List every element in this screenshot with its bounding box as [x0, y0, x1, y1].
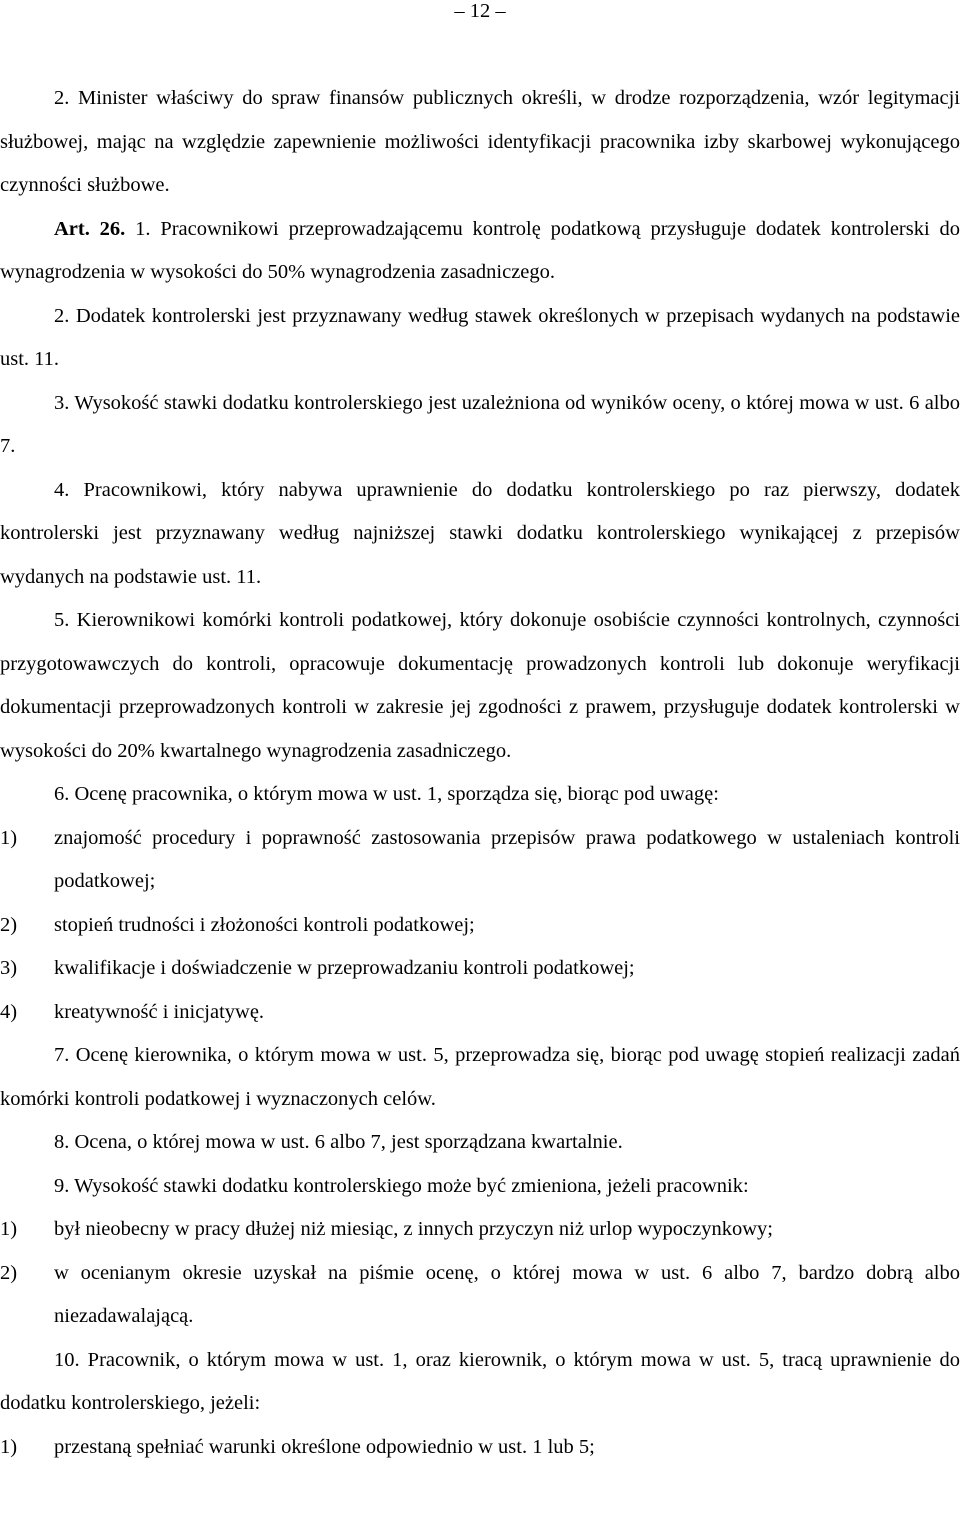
list-item — [0, 1208, 960, 1252]
list-item — [0, 991, 960, 1035]
list-item-text: kreatywność i inicjatywę. — [54, 1000, 265, 1023]
article-26-paragraph-1 — [0, 208, 960, 295]
list-item-text: przestaną spełniać warunki określone odpowiednio w ust. 1 lub 5; — [54, 1435, 595, 1458]
list-item-number: 2) — [0, 913, 18, 936]
list-item — [0, 1426, 960, 1470]
paragraph-ust-8: 8. Ocena, o której mowa w ust. 6 albo 7, jest sporządzana kwartalnie. — [54, 1131, 623, 1153]
article-label: Art. 26. — [54, 217, 126, 240]
list-item-number: 2) — [0, 1261, 18, 1284]
list-item — [0, 947, 960, 991]
document-body — [0, 77, 960, 1469]
paragraph-ust-10: 10. Pracownik, o którym mowa w ust. 1, oraz kierownik, o którym mowa w ust. 5, tracą uprawnienie do dodatku kontrolerskiego, jeżeli: — [0, 1348, 960, 1414]
list-item — [0, 817, 960, 904]
paragraph-ust-5: 5. Kierownikowi komórki kontroli podatkowej, który dokonuje osobiście czynności kontrolnych, czynności przygotowawczych do kontroli, opracowuje dokumentację prowadzonych kontroli lub dokonuje weryfikacji dokumentacji przeprowadzonych kontroli w zakresie jej zgodności z prawem, przysługuje dodatek kontrolerski w wysokości do 20% kwartalnego wynagrodzenia zasadniczego. — [0, 609, 960, 762]
list-item-number: 1) — [0, 1435, 18, 1458]
list-item-text: był nieobecny w pracy dłużej niż miesiąc, z innych przyczyn niż urlop wypoczynkowy; — [54, 1218, 773, 1240]
list-ust-10 — [0, 1426, 960, 1470]
paragraph-ust-3: 3. Wysokość stawki dodatku kontrolerskiego jest uzależniona od wyników oceny, o której mowa w ust. 6 albo 7. — [0, 391, 960, 457]
paragraph-ust-2-minister: 2. Minister właściwy do spraw finansów publicznych określi, w drodze rozporządzenia, wzór legitymacji służbowej, mając na względzie zapewnienie możliwości identyfikacji pracownika izby skarbowej wykonującego czynności służbowe. — [0, 87, 960, 196]
list-item-text: znajomość procedury i poprawność zastosowania przepisów prawa podatkowego w ustaleniach kontroli podatkowej; — [54, 826, 960, 892]
list-item-number: 1) — [0, 1218, 18, 1240]
paragraph-ust-2: 2. Dodatek kontrolerski jest przyznawany według stawek określonych w przepisach wydanych na podstawie ust. 11. — [0, 304, 960, 370]
article-26-ust-1-text: 1. Pracownikowi przeprowadzającemu kontrolę podatkową przysługuje dodatek kontrolerski do wynagrodzenia w wysokości do 50% wynagrodzenia zasadniczego. — [0, 217, 960, 283]
list-item-text: w ocenianym okresie uzyskał na piśmie ocenę, o której mowa w ust. 6 albo 7, bardzo dobrą albo niezadawalającą. — [54, 1261, 960, 1327]
paragraph-ust-9: 9. Wysokość stawki dodatku kontrolerskiego może być zmieniona, jeżeli pracownik: — [54, 1174, 749, 1197]
list-ust-9 — [0, 1208, 960, 1339]
list-item-number: 1) — [0, 826, 18, 849]
paragraph-ust-6: 6. Ocenę pracownika, o którym mowa w ust. 1, sporządza się, biorąc pod uwagę: — [54, 783, 719, 805]
paragraph-ust-4: 4. Pracownikowi, który nabywa uprawnienie do dodatku kontrolerskiego po raz pierwszy, dodatek kontrolerski jest przyznawany według najniższej stawki dodatku kontrolerskiego wynikającej z przepisów wydanych na podstawie ust. 11. — [0, 478, 960, 588]
paragraph-ust-7: 7. Ocenę kierownika, o którym mowa w ust. 5, przeprowadza się, biorąc pod uwagę stopień realizacji zadań komórki kontroli podatkowej i wyznaczonych celów. — [0, 1044, 960, 1110]
list-item-number: 3) — [0, 957, 18, 979]
list-ust-6 — [0, 817, 960, 1035]
list-item — [0, 1252, 960, 1339]
list-item — [0, 904, 960, 948]
list-item-text: stopień trudności i złożoności kontroli podatkowej; — [54, 913, 475, 936]
list-item-text: kwalifikacje i doświadczenie w przeprowadzaniu kontroli podatkowej; — [54, 957, 635, 979]
list-item-number: 4) — [0, 1000, 18, 1023]
page-number: – 12 – — [454, 0, 506, 22]
